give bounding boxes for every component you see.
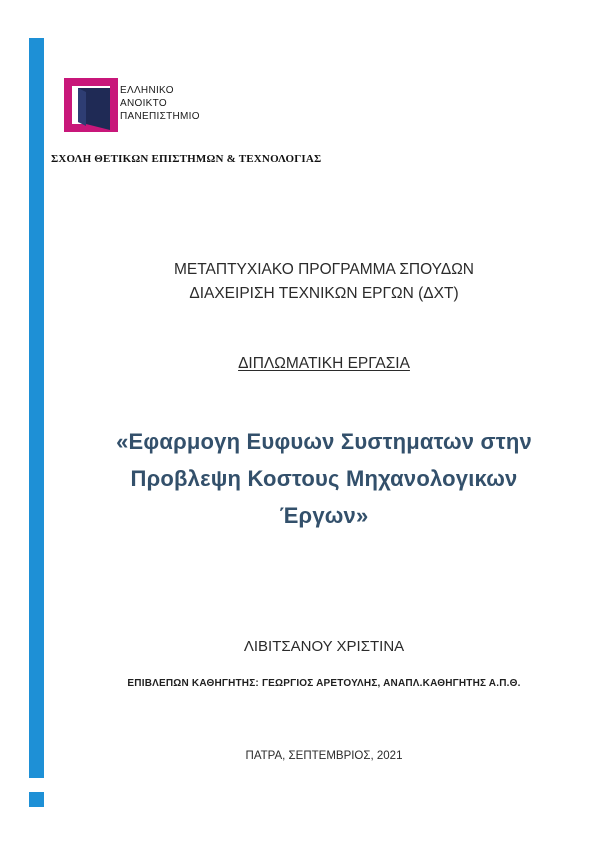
thesis-label bbox=[44, 355, 600, 373]
university-logo bbox=[64, 78, 214, 134]
decorative-side-bar bbox=[29, 38, 44, 778]
logo-line-1: ΕΛΛΗΝΙΚΟ bbox=[120, 85, 174, 96]
supervisor-info: ΕΠΙΒΛΕΠΩΝ ΚΑΘΗΓΗΤΗΣ: ΓΕΩΡΓΙΟΣ ΑΡΕΤΟΥΛΗΣ, ΑΝΑΠΛ.ΚΑΘΗΓΗΤΗΣ Α.Π.Θ. bbox=[127, 678, 521, 689]
place-date: ΠΑΤΡΑ, ΣΕΠΤΕΜΒΡΙΟΣ, 2021 bbox=[245, 750, 403, 762]
program-line-2: ΔΙΑΧΕΙΡΙΣΗ ΤΕΧΝΙΚΩΝ ΕΡΓΩΝ (ΔΧΤ) bbox=[189, 285, 459, 302]
university-logo-icon bbox=[64, 78, 118, 132]
thesis-title bbox=[44, 423, 600, 534]
logo-line-2: ΑΝΟΙΚΤΟ bbox=[120, 98, 167, 109]
title-line-1: «Εφαρμογη Ευφυων Συστηματων στην bbox=[116, 429, 532, 454]
program-line-1: ΜΕΤΑΠΤΥΧΙΑΚΟ ΠΡΟΓΡΑΜΜΑ ΣΠΟΥΔΩΝ bbox=[173, 261, 475, 278]
university-name bbox=[120, 84, 200, 123]
title-line-2: Προβλεψη Κοστους Μηχανολογικων bbox=[130, 466, 518, 491]
title-line-3: Έργων» bbox=[279, 503, 369, 528]
decorative-side-square bbox=[29, 792, 44, 807]
logo-line-3: ΠΑΝΕΠΙΣΤΗΜΙΟ bbox=[120, 111, 200, 122]
author-name: ΛΙΒΙΤΣΑΝΟΥ ΧΡΙΣΤΙΝΑ bbox=[243, 638, 405, 655]
program-name bbox=[44, 258, 600, 306]
thesis-label-text: ΔΙΠΛΩΜΑΤΙΚΗ ΕΡΓΑΣΙΑ bbox=[238, 355, 410, 372]
school-name: ΣΧΟΛΗ ΘΕΤΙΚΩΝ ΕΠΙΣΤΗΜΩΝ & ΤΕΧΝΟΛΟΓΙΑΣ bbox=[51, 153, 322, 165]
